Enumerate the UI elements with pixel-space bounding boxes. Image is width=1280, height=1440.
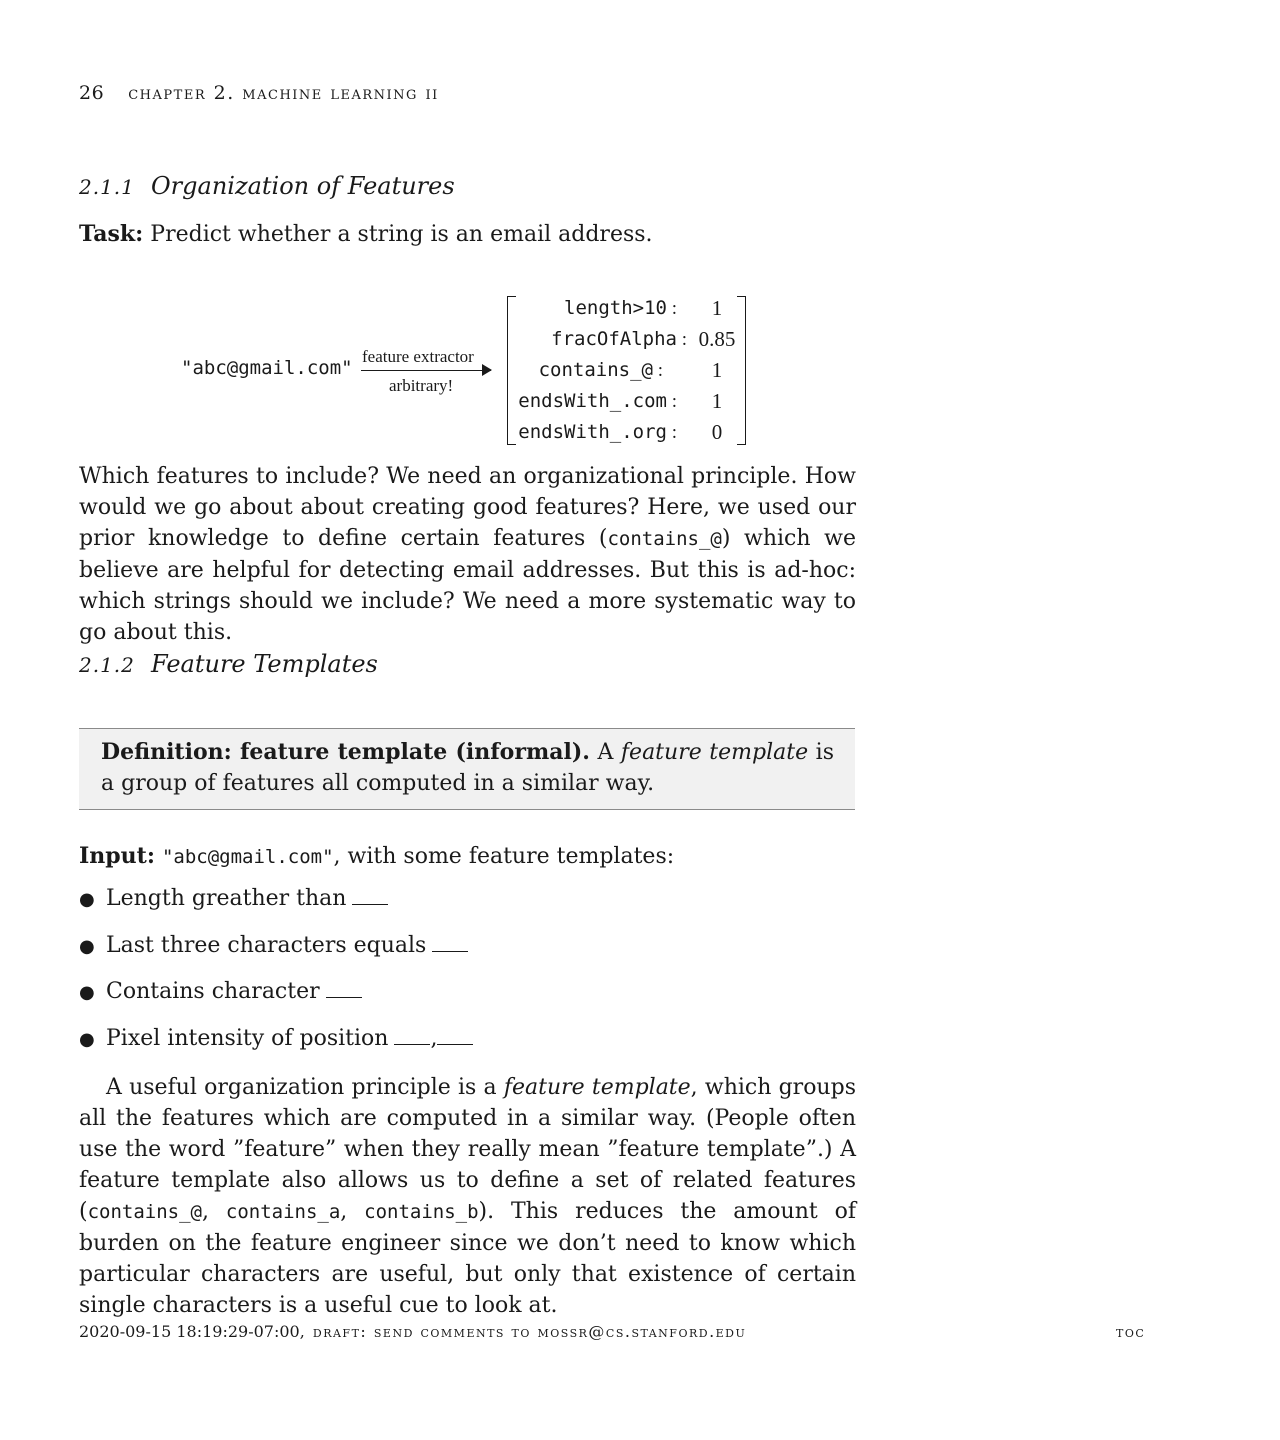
- feature-row: [500, 417, 677, 448]
- section-number: 2.1.2: [79, 653, 135, 677]
- task-label: Task:: [79, 221, 144, 247]
- term-feature-template: feature template: [503, 1075, 691, 1100]
- blank-slot: [437, 1026, 473, 1045]
- feature-name: endsWith_.org :: [518, 421, 677, 443]
- section-heading-2-1-1: [79, 172, 455, 200]
- running-head: [79, 82, 439, 104]
- task-line: [79, 219, 856, 250]
- footer-draft-notice: [79, 1322, 746, 1341]
- definition-label: Definition: feature template (informal).: [101, 739, 590, 765]
- section-title: Organization of Features: [151, 172, 455, 200]
- arrow-label-top: feature extractor: [362, 347, 474, 366]
- paragraph-feature-principle: Which features to include? We need an organizational principle. How would we go about about creating good features? Here, we used our prior knowledge to define certain features (contains_@) which we believe are helpful for detecting email addresses. But this is ad-hoc: which strings should we include? We need a more systematic way to go about this.: [79, 464, 856, 645]
- blank-slot: [326, 979, 362, 998]
- footer-draft: , draft: send comments to mossr@cs.stanford.edu: [299, 1322, 747, 1341]
- arrowhead-icon: [482, 364, 492, 376]
- feature-name: contains_@ :: [538, 359, 663, 381]
- blank-slot: [394, 1026, 430, 1045]
- paragraph-feature-template: A useful organization principle is a feature template, which groups all the features which are computed in a similar way. (People often use the word ”feature” when they really mean ”feature template”.) A feature template also allows us to define a set of related features (contains_@, contains_a, contains_b). This reduces the amount of burden on the feature engineer since we don’t need to know which particular characters are useful, but only that existence of certain single characters is a useful cue to look at.: [79, 1075, 856, 1318]
- chapter-title: chapter 2. machine learning ii: [128, 82, 439, 104]
- feature-value: 1: [711, 389, 723, 413]
- definition-term: feature template: [620, 740, 809, 765]
- input-label: Input:: [79, 843, 155, 869]
- feature-row: [500, 355, 677, 386]
- definition-box: [79, 728, 855, 810]
- input-code: "abc@gmail.com": [161, 846, 334, 868]
- feature-name: fracOfAlpha :: [551, 328, 687, 350]
- feature-value: 0.85: [698, 327, 736, 351]
- feature-name: endsWith_.com :: [518, 390, 677, 412]
- inline-code: contains_@: [607, 528, 722, 550]
- bullet-icon: ●: [79, 936, 95, 957]
- inline-code: contains_a: [225, 1201, 341, 1223]
- blank-slot: [432, 933, 468, 952]
- inline-code: contains_@: [87, 1201, 202, 1223]
- task-text: Predict whether a string is an email address.: [143, 222, 653, 247]
- section-title: Feature Templates: [151, 650, 378, 678]
- section-number: 2.1.1: [79, 175, 135, 199]
- feature-row: [500, 324, 687, 355]
- page-number: 26: [79, 82, 105, 104]
- list-item: ● Contains character: [79, 979, 362, 1004]
- bullet-icon: ●: [79, 982, 95, 1003]
- feature-row: [500, 293, 677, 324]
- input-line: Input: "abc@gmail.com", with some feature templates:: [79, 843, 675, 869]
- definition-text: Definition: feature template (informal). A feature template is a group of features all computed in a similar way.: [101, 739, 834, 796]
- figure-input-string: "abc@gmail.com": [181, 357, 353, 379]
- list-item: ● Last three characters equals: [79, 933, 468, 958]
- inline-code: contains_b: [364, 1201, 479, 1223]
- blank-slot: [352, 886, 388, 905]
- list-item: ● Length greather than: [79, 886, 388, 911]
- feature-value: 0: [711, 420, 723, 444]
- arrow-line: [361, 370, 491, 371]
- footer-timestamp: 2020-09-15 18:19:29-07:00: [79, 1322, 300, 1341]
- feature-row: [500, 386, 677, 417]
- feature-value: 1: [711, 296, 723, 320]
- section-heading-2-1-2: [79, 650, 378, 678]
- arrow-label-bottom: arbitrary!: [389, 376, 454, 395]
- feature-value: 1: [711, 358, 723, 382]
- bullet-icon: ●: [79, 889, 95, 910]
- toc-link[interactable]: toc: [1116, 1322, 1146, 1341]
- feature-name: length>10 :: [564, 297, 677, 319]
- list-item: ● Pixel intensity of position ,: [79, 1026, 473, 1051]
- bullet-icon: ●: [79, 1029, 95, 1050]
